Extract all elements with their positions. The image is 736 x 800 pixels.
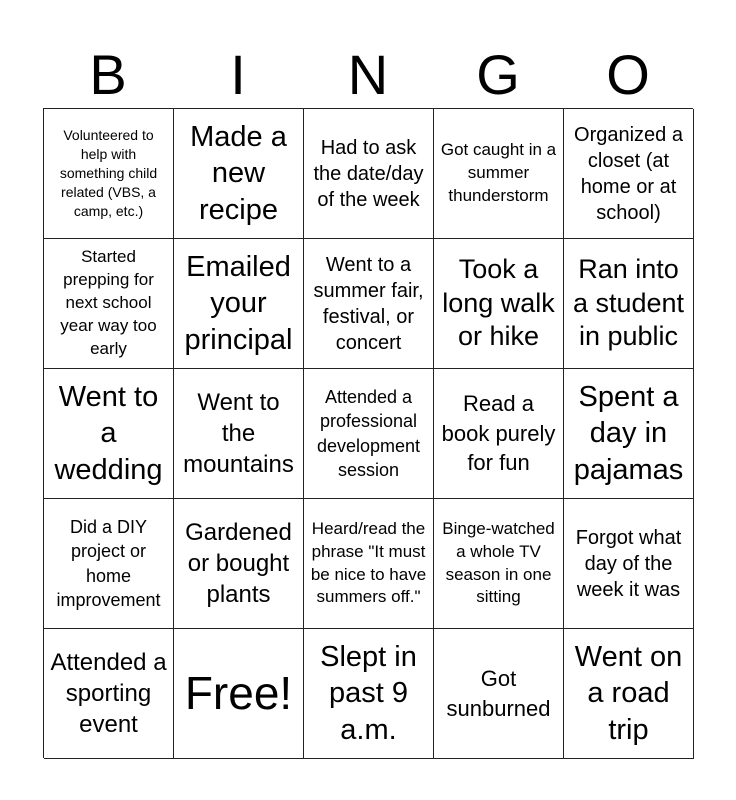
bingo-cell-r4c1[interactable] [44, 499, 174, 629]
cell-text: Went to a summer fair, festival, or concert [313, 253, 424, 354]
bingo-cell-r2c5[interactable] [564, 239, 694, 369]
bingo-cell-r1c5[interactable] [564, 109, 694, 239]
cell-text: Forgot what day of the week it was [575, 526, 682, 601]
bingo-cell-r3c2[interactable] [174, 369, 304, 499]
cell-text: Went to the mountains [183, 388, 294, 479]
bingo-cell-r4c5[interactable] [564, 499, 694, 629]
bingo-cell-r4c4[interactable] [434, 499, 564, 629]
bingo-cell-free[interactable] [174, 629, 304, 759]
cell-text: Organized a closet (at home or at school) [574, 123, 683, 224]
bingo-cell-r5c5[interactable] [564, 629, 694, 759]
bingo-cell-r1c3[interactable] [304, 109, 434, 239]
bingo-cell-r1c4[interactable] [434, 109, 564, 239]
cell-text: Had to ask the date/day of the week [313, 136, 424, 211]
cell-text: Ran into a student in public [572, 253, 685, 352]
header-letter-b: B [89, 43, 127, 106]
bingo-cell-r2c2[interactable] [174, 239, 304, 369]
bingo-cell-r4c3[interactable] [304, 499, 434, 629]
header-letter-o: O [606, 43, 650, 106]
header-letter-g: G [476, 43, 520, 106]
cell-text: Volunteered to help with something child related (VBS, a camp, etc.) [59, 127, 158, 219]
cell-text: Went on a road trip [574, 641, 683, 746]
cell-text: Slept in past 9 a.m. [320, 641, 417, 746]
cell-text: Heard/read the phrase "It must be nice to have summers off." [310, 518, 427, 607]
cell-text: Got caught in a summer thunderstorm [440, 140, 557, 205]
cell-text: Spent a day in pajamas [573, 381, 684, 486]
cell-text: Gardened or bought plants [185, 518, 292, 609]
bingo-cell-r3c4[interactable] [434, 369, 564, 499]
header-letter-n: N [347, 43, 389, 106]
cell-text: Attended a professional development session [316, 386, 421, 480]
bingo-cell-r5c4[interactable] [434, 629, 564, 759]
cell-text: Took a long walk or hike [442, 253, 555, 352]
bingo-cell-r5c3[interactable] [304, 629, 434, 759]
cell-text: Did a DIY project or home improvement [56, 516, 161, 610]
bingo-cell-r1c2[interactable] [174, 109, 304, 239]
bingo-header [43, 42, 693, 108]
bingo-cell-r1c1[interactable] [44, 109, 174, 239]
bingo-cell-r2c3[interactable] [304, 239, 434, 369]
cell-text: Emailed your principal [184, 251, 293, 356]
bingo-cell-r2c1[interactable] [44, 239, 174, 369]
cell-text: Got sunburned [446, 665, 551, 721]
free-space-text: Free! [184, 666, 293, 719]
bingo-cell-r4c2[interactable] [174, 499, 304, 629]
cell-text: Made a new recipe [190, 121, 287, 226]
bingo-cell-r3c5[interactable] [564, 369, 694, 499]
header-letter-i: I [230, 43, 246, 106]
cell-text: Went to a wedding [54, 381, 163, 486]
bingo-cell-r5c1[interactable] [44, 629, 174, 759]
bingo-cell-r2c4[interactable] [434, 239, 564, 369]
bingo-grid [43, 108, 693, 758]
cell-text: Binge-watched a whole TV season in one sitting [442, 518, 555, 607]
cell-text: Read a book purely for fun [441, 390, 556, 476]
bingo-cell-r3c1[interactable] [44, 369, 174, 499]
cell-text: Attended a sporting event [50, 648, 167, 739]
bingo-cell-r3c3[interactable] [304, 369, 434, 499]
cell-text: Started prepping for next school year way too early [60, 247, 157, 358]
